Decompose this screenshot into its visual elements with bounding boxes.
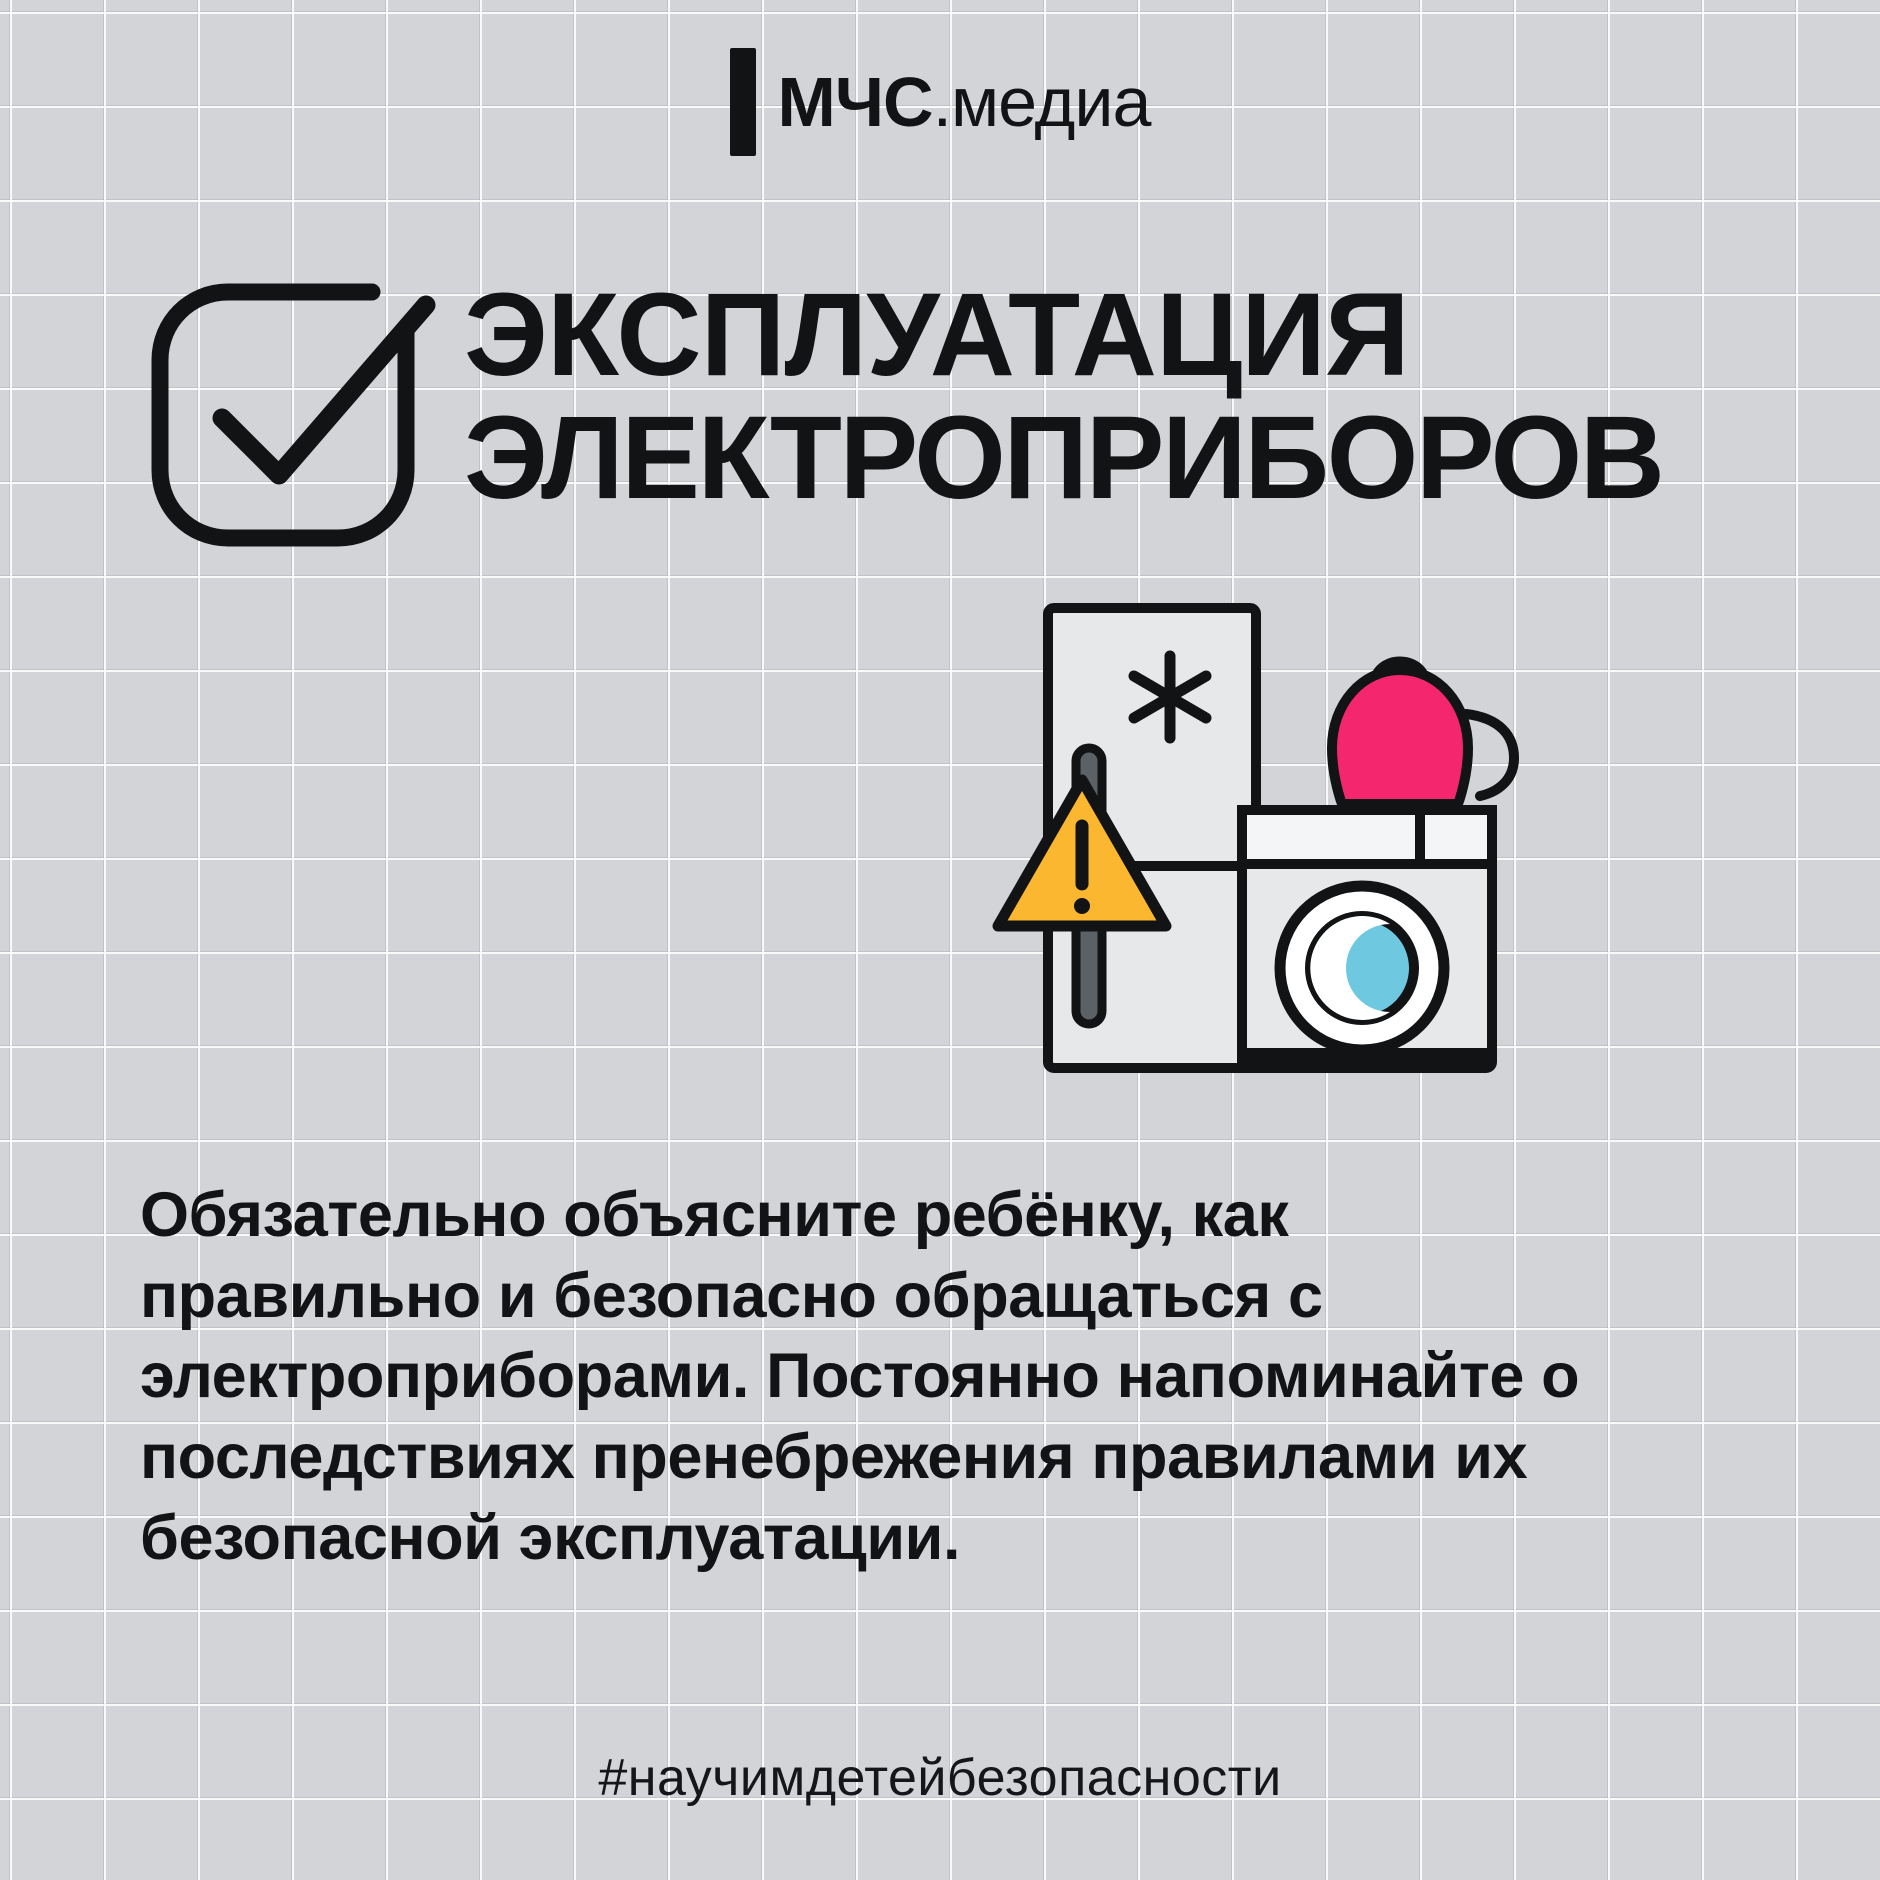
body-text: Обязательно объясните ребёнку, как правильно и безопасно обращаться с электроприборами. Постоянно напоминайте о последствиях пренебрежения правилами их безопасной эксплуатации. (140, 1180, 1580, 1573)
title-block (140, 262, 1840, 565)
electric-kettle-icon (1332, 662, 1514, 805)
brand-name (777, 63, 1151, 141)
checkbox-check-icon (140, 270, 440, 565)
brand-name-bold: МЧС (777, 63, 933, 141)
appliances-illustration (980, 598, 1600, 1118)
vertical-bar-logo-icon (730, 48, 756, 156)
title-line-1: ЭКСПЛУАТАЦИЯ (464, 269, 1409, 401)
title-line-2: ЭЛЕКТРОПРИБОРОВ (464, 391, 1663, 524)
page-title (464, 269, 1663, 524)
brand-name-light: .медиа (932, 63, 1151, 141)
hashtag-footer: #научимдетейбезопасности (598, 1749, 1282, 1807)
brand-header (0, 48, 1880, 156)
washing-machine-icon (1242, 810, 1492, 1068)
